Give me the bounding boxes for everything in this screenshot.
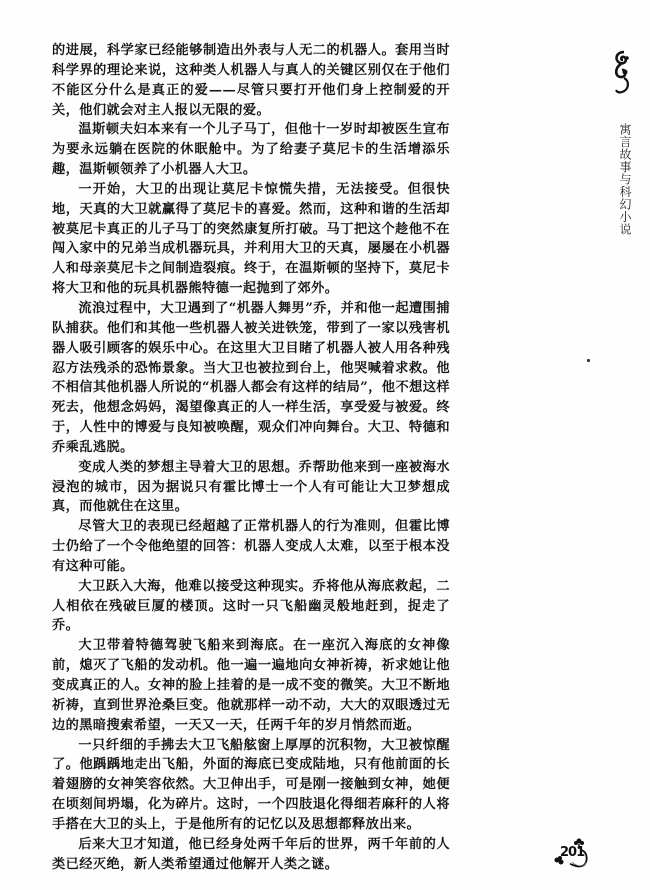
paragraph-7: 大卫跃入大海，他难以接受这种现实。乔将他从海底救起，二人相依在残破巨厦的楼顶。这时一只飞船幽灵般地赶到，捉走了乔。 <box>52 578 450 634</box>
paragraph-1: 的进展，科学家已经能够制造出外表与人无二的机器人。套用当时科学界的理论来说，这种类人机器人与真人的关键区别仅在于他们不能区分什么是真正的爱——尽管只要打开他们身上控制爱的开关，他们就会对主人报以无限的爱。 <box>52 43 450 118</box>
paragraph-3: 一开始，大卫的出现让莫尼卡惊慌失措，无法接受。但很快地，天真的大卫就赢得了莫尼卡的喜爱。然而，这种和谐的生活却被莫尼卡真正的儿子马丁的突然康复所打破。马丁把这个趁他不在闯入家中的兄弟当成机器玩具，并利用大卫的天真，屡屡在小机器人和母亲莫尼卡之间制造裂痕。终于，在温斯顿的坚持下，莫尼卡将大卫和他的玩具机器熊特德一起抛到了郊外。 <box>52 181 450 297</box>
paragraph-2: 温斯顿夫妇本来有一个儿子马丁，但他十一岁时却被医生宣布为要永远躺在医院的休眠舱中。为了给妻子莫尼卡的生活增添乐趣，温斯顿领养了小机器人大卫。 <box>52 122 450 178</box>
body-text <box>52 41 450 874</box>
scan-speck <box>587 359 590 362</box>
paragraph-8: 大卫带着特德驾驶飞船来到海底。在一座沉入海底的女神像前，熄灭了飞船的发动机。他一遍一遍地向女神祈祷，祈求她让他变成真正的人。女神的脸上挂着的是一成不变的微笑。大卫不断地祈祷，直到世界沧桑巨变。他就那样一动不动，大大的双眼透过无边的黑暗搜索希望，一天又一天，任两千年的岁月悄然而逝。 <box>52 638 450 733</box>
paragraph-10: 后来大卫才知道，他已经身处两千年后的世界，两千年前的人类已经灭绝，新人类希望通过他解开人类之谜。 <box>52 836 450 872</box>
paragraph-6: 尽管大卫的表现已经超越了正常机器人的行为准则，但霍比博士仍给了一个令他绝望的回答：机器人变成人太难，以至于根本没有这种可能。 <box>52 519 450 574</box>
flourish-ornament-icon <box>612 50 634 96</box>
page-number-folio <box>552 838 622 874</box>
running-head: 寓言故事与科幻小说 <box>618 123 632 236</box>
page-number: 201 <box>560 845 585 860</box>
paragraph-9: 一只纤细的手拂去大卫飞船舷窗上厚厚的沉积物，大卫被惊醒了。他踽踽地走出飞船，外面的海底已变成陆地，只有他前面的长着翅膀的女神笑容依然。大卫伸出手，可是刚一接触到女神，她便在顷刻间坍塌，化为碎片。这时，一个四肢退化得细若麻秆的人将手搭在大卫的头上，于是他所有的记忆以及思想都释放出来。 <box>52 737 450 832</box>
paragraph-5: 变成人类的梦想主导着大卫的思想。乔帮助他来到一座被海水浸泡的城市，因为据说只有霍比博士一个人有可能让大卫梦想成真，而他就住在这里。 <box>52 459 450 515</box>
paragraph-4: 流浪过程中，大卫遇到了“机器人舞男”乔，并和他一起遭围捕队捕获。他们和其他一些机器人被关进铁笼，带到了一家以残害机器人吸引顾客的娱乐中心。在这里大卫目睹了机器人被人用各种残忍方法残杀的恐怖景象。当大卫也被拉到台上，他哭喊着求救。他不相信其他机器人所说的“机器人都会有这样的结局”，他不想这样死去，他想念妈妈，渴望像真正的人一样生活，享受爱与被爱。终于，人性中的博爱与良知被唤醒，观众们冲向舞台。大卫、特德和乔乘乱逃脱。 <box>52 300 450 455</box>
